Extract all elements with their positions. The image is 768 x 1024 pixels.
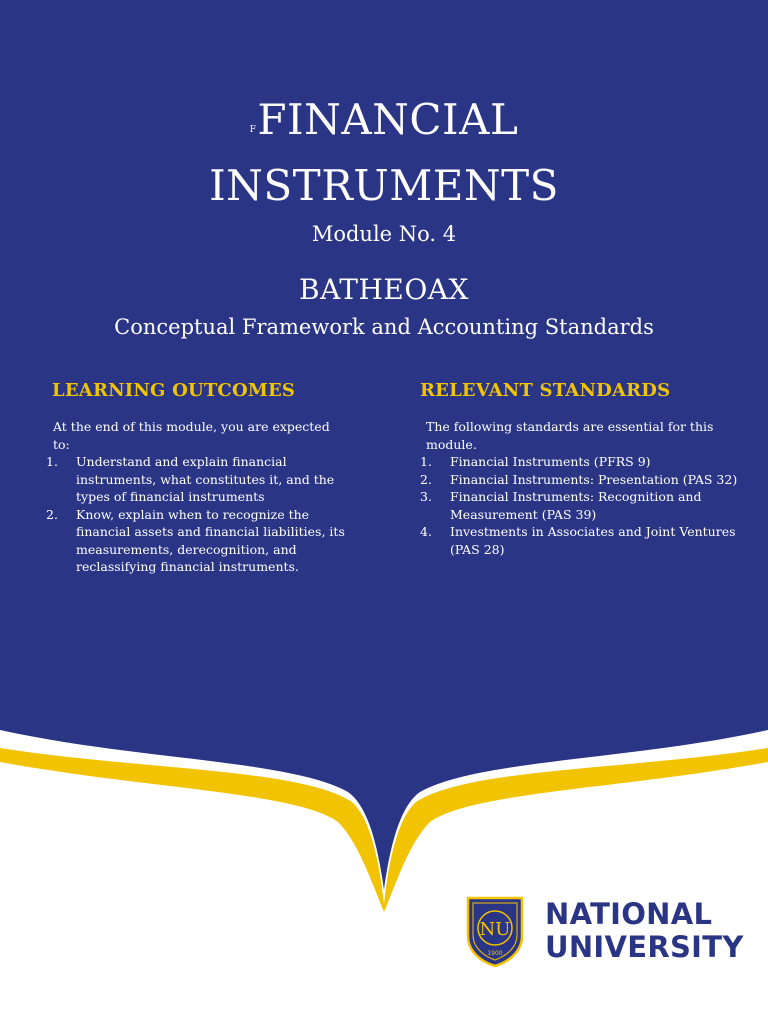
list-number: 4. <box>420 524 432 539</box>
stray-character: F <box>249 125 257 135</box>
list-item <box>420 471 740 489</box>
learning-outcomes-intro: At the end of this module, you are expected to: <box>53 419 330 452</box>
list-item <box>420 453 740 471</box>
university-name <box>545 898 744 964</box>
course-name: Conceptual Framework and Accounting Standards <box>114 315 654 339</box>
university-seal-icon <box>462 892 528 968</box>
list-item <box>46 506 346 576</box>
seal-monogram: NU <box>479 919 511 940</box>
list-number: 2. <box>46 506 58 522</box>
list-number: 1. <box>46 454 58 469</box>
learning-outcomes-list <box>46 453 346 576</box>
list-number: 2. <box>420 471 432 487</box>
university-name-line-1: NATIONAL <box>545 897 713 931</box>
list-text: Financial Instruments: Recognition and Measurement (PAS 39) <box>450 489 702 522</box>
university-name-line-2: UNIVERSITY <box>545 930 744 964</box>
list-number: 3. <box>420 489 432 504</box>
list-item <box>420 523 740 558</box>
relevant-standards-list <box>420 453 740 558</box>
learning-outcomes-heading: LEARNING OUTCOMES <box>52 380 296 401</box>
list-text: Financial Instruments (PFRS 9) <box>450 454 651 469</box>
list-text: Understand and explain financial instruments, what constitutes it, and the types of financial instruments <box>76 454 335 504</box>
list-text: Know, explain when to recognize the financial assets and financial liabilities, its measurements, derecognition, and reclassifying financial instruments. <box>76 506 345 574</box>
list-item <box>420 488 740 523</box>
relevant-standards-heading: RELEVANT STANDARDS <box>420 380 671 401</box>
title-line-1 <box>0 92 768 160</box>
title-block <box>0 92 768 250</box>
relevant-standards-section <box>420 378 740 558</box>
seal-year: 1900 <box>487 950 503 957</box>
title-financial: FINANCIAL <box>257 95 519 144</box>
list-item <box>46 453 346 506</box>
learning-outcomes-section <box>46 378 346 576</box>
list-number: 1. <box>420 454 432 469</box>
list-text: Financial Instruments: Presentation (PAS 32) <box>450 471 738 487</box>
list-text: Investments in Associates and Joint Ventures (PAS 28) <box>450 524 736 557</box>
title-instruments: INSTRUMENTS <box>209 161 559 210</box>
relevant-standards-intro: The following standards are essential for this module. <box>426 419 714 452</box>
module-number: Module No. 4 <box>311 222 457 246</box>
course-block <box>0 270 768 342</box>
course-code: BATHEOAX <box>299 273 469 306</box>
